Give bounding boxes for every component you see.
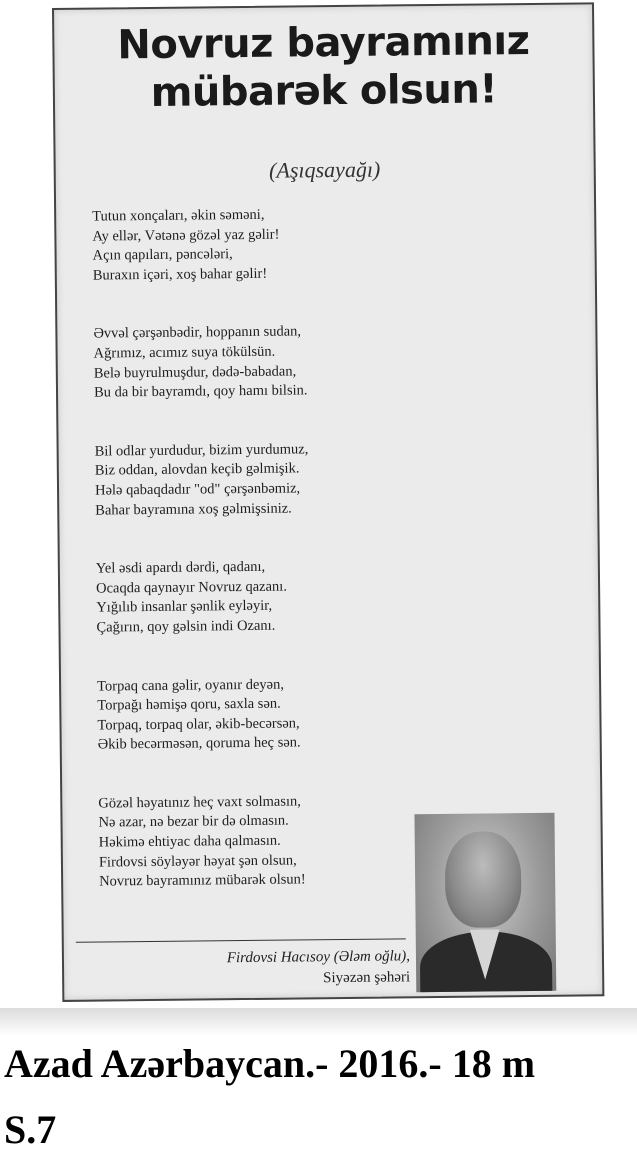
page-number: S.7 [4,1107,57,1152]
poem-line: Ağrımız, acımız suya tökülsün. [93,343,276,362]
poem-line: Açın qapıları, pəncələri, [92,246,233,264]
poem-line: Yel əsdi apardı dərdi, qadanı, [95,558,266,577]
poem-line: Torpağı həmişə qoru, saxla sən. [97,695,281,714]
poem-line: Torpaq cana gəlir, oyanır deyən, [97,676,285,695]
poem-line: Buraxın içəri, xoş bahar gəlir! [92,265,268,284]
poem-stanza [95,438,476,520]
newspaper-clipping [52,2,604,1002]
poem-line: Belə buyrulmuşdur, dədə-babadan, [93,363,297,382]
poem-line: Nə azar, nə bezar bir də olmasın. [98,813,289,832]
article-title [54,16,593,118]
poem-line: Bahar bayramına xoş gəlmişsiniz. [95,500,292,519]
author-name: Firdovsi Hacısoy (Ələm oğlu), [226,948,411,967]
scan-shadow [0,1008,637,1036]
title-line-1: Novruz bayramınız [117,18,530,69]
article-subtitle: (Aşıqsayağı) [268,156,381,183]
photo-head [445,831,522,928]
poem-stanza [96,556,477,638]
signature-divider [76,938,406,942]
poem-line: Əkib becərməsən, qoruma heç sən. [97,734,301,753]
poem-line: Torpaq, torpaq olar, əkib-becərsən, [97,715,300,734]
author-photo [414,813,556,992]
poem-line: Firdovsi söyləyər həyat şən olsun, [98,852,297,871]
author-place: Siyəzən şəhəri [323,969,411,987]
poem-line: Biz oddan, alovdan keçib gəlmişik. [94,460,300,479]
poem-line: Bil odlar yurdudur, bizim yurdumuz, [94,441,309,460]
poem-stanza [93,321,474,403]
source-citation: Azad Azərbaycan.- 2016.- 18 m [4,1042,536,1086]
poem-stanza [97,673,478,755]
author-block [227,946,411,990]
poem-line: Gözəl həyatınız heç vaxt solmasın, [98,793,301,812]
poem-line: Hələ qabaqdadır "od" çərşənbəmiz, [94,480,301,499]
poem-line: Bu da bir bayramdı, qoy hamı bilsin. [93,382,308,401]
poem-line: Novruz bayramınız mübarək olsun! [99,871,306,890]
poem-stanza [92,204,473,286]
poem-line: Əvvəl çərşənbədir, hoppanın sudan, [93,323,302,342]
poem-line: Tutun xonçaları, əkin səməni, [92,206,265,225]
poem-line: Yığılıb insanlar şənlik eyləyir, [96,598,273,616]
title-line-2: mübarək olsun! [150,66,498,116]
poem-line: Həkimə ehtiyac daha qalmasın. [98,832,281,851]
poem-line: Çağırın, qoy gəlsin indi Ozanı. [96,617,276,636]
poem-line: Ay ellər, Vətənə gözəl yaz gəlir! [92,226,280,245]
poem-line: Ocaqda qaynayır Novruz qazanı. [95,578,287,597]
